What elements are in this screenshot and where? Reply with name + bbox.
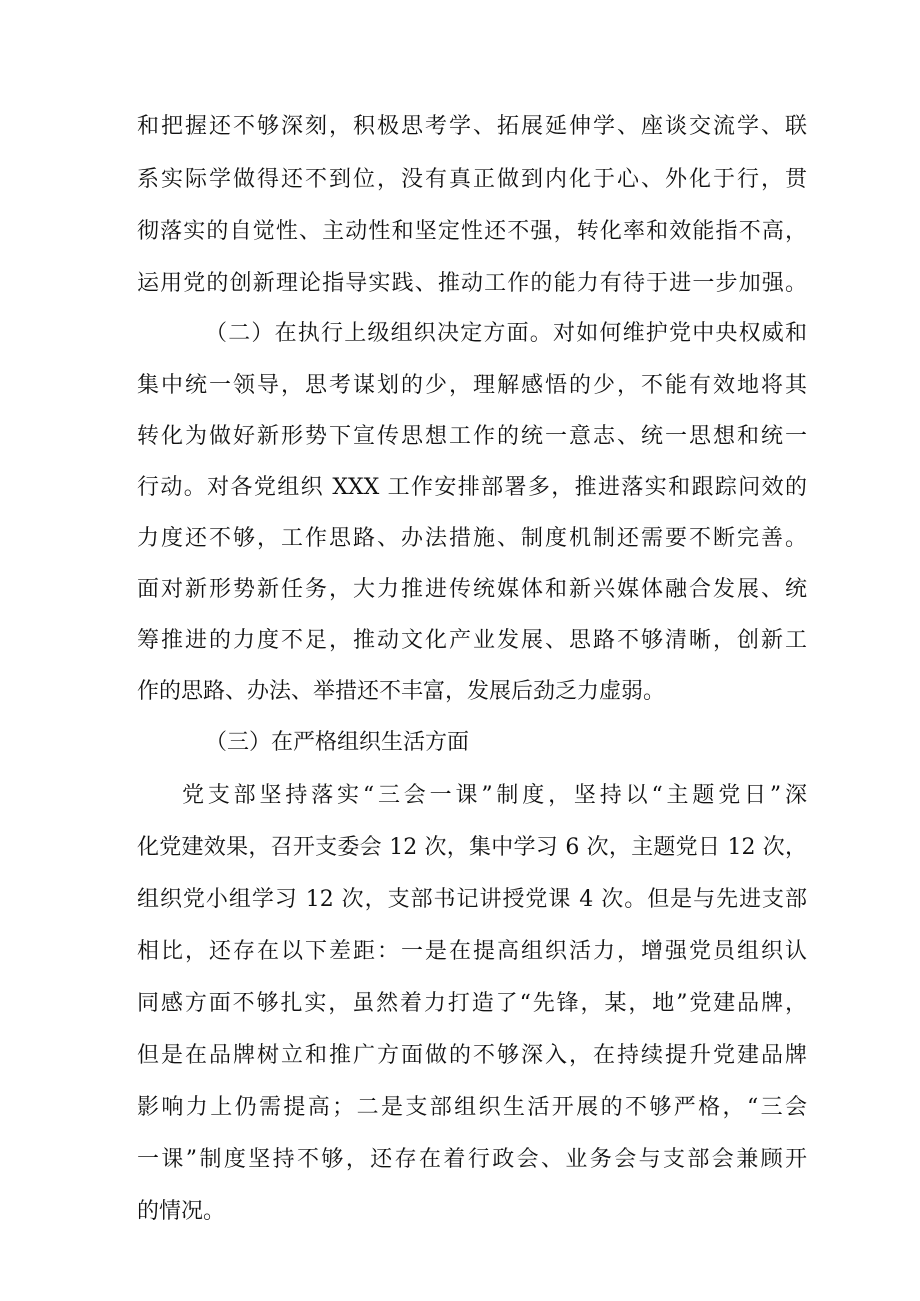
paragraph-2-line-5: 力度还不够，工作思路、办法措施、制度机制还需要不断完善。	[137, 526, 807, 551]
paragraph-3-line-2: 化党建效果，召开支委会 12 次，集中学习 6 次，主题党日 12 次，	[137, 835, 807, 860]
paragraph-3-line-3: 组织党小组学习 12 次，支部书记讲授党课 4 次。但是与先进支部	[137, 887, 807, 912]
paragraph-2-line-7: 筹推进的力度不足，推动文化产业发展、思路不够清晰，创新工	[137, 628, 807, 653]
paragraph-3-line-1: 党支部坚持落实“三会一课”制度，坚持以“主题党日”深	[182, 783, 807, 808]
paragraph-1-line-3: 彻落实的自觉性、主动性和坚定性还不强，转化率和效能指不高，	[137, 219, 807, 244]
paragraph-3-line-7: 影响力上仍需提高；二是支部组织生活开展的不够严格，“三会	[137, 1095, 807, 1120]
paragraph-2-line-6: 面对新形势新任务，大力推进传统媒体和新兴媒体融合发展、统	[137, 577, 807, 602]
section-heading-3: （三）在严格组织生活方面	[205, 730, 470, 755]
paragraph-2-line-8: 作的思路、办法、举措还不丰富，发展后劲乏力虚弱。	[137, 679, 666, 704]
paragraph-2-line-2: 集中统一领导，思考谋划的少，理解感悟的少，不能有效地将其	[137, 373, 807, 398]
paragraph-1-line-2: 系实际学做得还不到位，没有真正做到内化于心、外化于行，贯	[137, 167, 807, 192]
paragraph-3-line-6: 但是在品牌树立和推广方面做的不够深入，在持续提升党建品牌	[137, 1043, 807, 1068]
paragraph-3-line-4: 相比，还存在以下差距：一是在提高组织活力，增强党员组织认	[137, 939, 807, 964]
paragraph-1-line-4: 运用党的创新理论指导实践、推动工作的能力有待于进一步加强。	[137, 271, 807, 296]
paragraph-3-line-5: 同感方面不够扎实，虽然着力打造了“先锋，某，地”党建品牌，	[137, 991, 807, 1016]
paragraph-2-line-3: 转化为做好新形势下宣传思想工作的统一意志、统一思想和统一	[137, 424, 807, 449]
paragraph-2-line-1: （二）在执行上级组织决定方面。对如何维护党中央权威和	[205, 321, 807, 346]
paragraph-3-line-9: 的情况。	[137, 1199, 226, 1224]
paragraph-1-line-1: 和把握还不够深刻，积极思考学、拓展延伸学、座谈交流学、联	[137, 114, 807, 139]
paragraph-2-line-4: 行动。对各党组织 XXX 工作安排部署多，推进落实和跟踪问效的	[137, 475, 807, 500]
paragraph-3-line-8: 一课”制度坚持不够，还存在着行政会、业务会与支部会兼顾开	[137, 1147, 807, 1172]
